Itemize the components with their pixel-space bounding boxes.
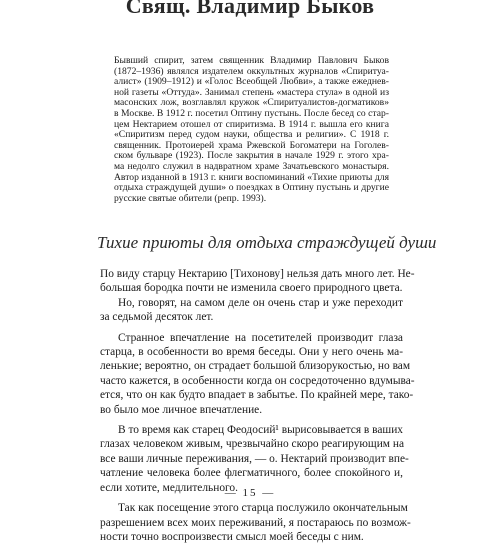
body-line: глазах человеком живым, чрезвычайно скоро реагирующим на — [100, 438, 405, 451]
bio-line: масонских лож, возглавлял кружок «Спиритуалистов-догматиков» — [114, 97, 389, 109]
page-number: — 15 — — [224, 487, 276, 499]
body-line: если хотите, медлительного. — [100, 481, 238, 494]
bio-line: ском бульваре (1923). После закрытия в начале 1929 г. этого хра- — [114, 150, 389, 162]
body-line: ленькие; вероятно, он страдает большой близорукостью, но вам — [100, 360, 411, 373]
bio-line: русские святые обители (репр. 1993). — [114, 192, 267, 204]
chapter-title: Тихие приюты для отдыха страждущей души — [97, 233, 437, 252]
body-line: ности точно воспроизвести смысл моей беседы с ним. — [100, 530, 364, 543]
bio-line: «Спиритизм перед судом науки, общества и религии». С 1918 г. — [114, 129, 389, 141]
bio-line: в Москве. В 1912 г. посетил Оптину пустынь. После бесед со стар- — [114, 107, 389, 119]
body-line: во было мое личное впечатление. — [100, 403, 263, 416]
bio-line: Автор изданной в 1913 г. книги воспоминаний «Тихие приюты для — [114, 171, 389, 183]
bio-line: отдыха страждущей души» о поездках в Оптину пустынь и другие — [114, 182, 389, 194]
bio-line: ной газеты «Оттуда». Занимал степень «мастера стула» в одной из — [114, 86, 389, 98]
bio-line: цем Нектарием отошел от спиритизма. В 1914 г. вышла его книга — [114, 118, 389, 130]
body-line: все ваши личные переживания, — о. Нектарий производит впе- — [100, 452, 409, 465]
body-line: за седьмой десяток лет. — [100, 311, 214, 324]
body-line: ется, что он как будто впадает в забытье. По крайней мере, тако- — [100, 389, 414, 402]
bio-line: ма недолго служил в надвратном храме Зачатьевского монастыря. — [114, 160, 389, 172]
body-line: часто кажется, в особенности когда он сосредоточенно вдумыва- — [100, 374, 415, 387]
body-line: чатление человека более флегматичного, более спокойного и, — [100, 467, 403, 480]
bio-line: алист» (1909–1912) и «Голос Всеобщей Любви», а также ежеднев- — [114, 76, 389, 88]
body-line: старца, в особенности во время беседы. Они у него очень ма- — [100, 346, 403, 359]
body-line: По виду старцу Нектарию [Тихонову] нельзя дать много лет. Не- — [100, 268, 415, 280]
author-bio — [114, 56, 389, 204]
body-line: Но, говорят, на самом деле он очень стар и уже переходит — [118, 296, 403, 309]
bio-line: Бывший спирит, затем священник Владимир Павлович Быков — [114, 55, 389, 66]
body-line: Так как посещение этого старца послужило окончательным — [118, 502, 408, 515]
body-text — [100, 267, 415, 544]
body-line: В то время как старец Феодосий¹ вырисовывается в ваших — [118, 424, 403, 437]
bio-line: (1872–1936) являлся издателем оккультных журналов «Спиритуа- — [114, 65, 389, 77]
bio-line: священник. Протоиерей храма Ржевской Богоматери на Гоголев- — [114, 139, 389, 151]
page-title: Свящ. Владимир Быков — [125, 0, 375, 18]
body-line: Странное впечатление на посетителей производит глаза — [118, 331, 403, 344]
body-line: большая бородка почти не изменила своего природного цвета. — [100, 282, 403, 295]
body-line: разрешением всех моих переживаний, я постараюсь по возмож- — [100, 516, 411, 529]
